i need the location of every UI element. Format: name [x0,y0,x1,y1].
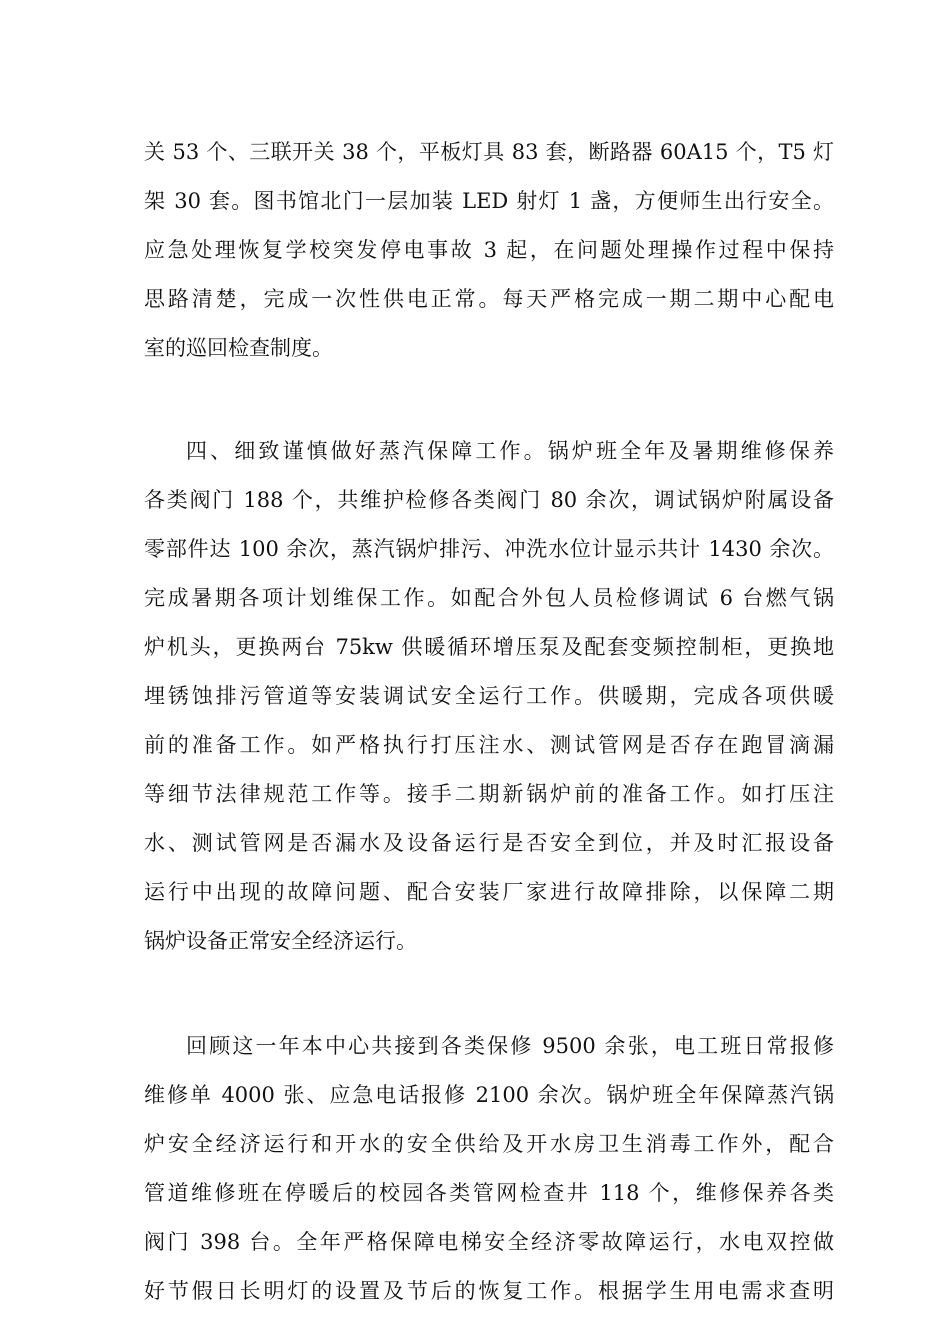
text-line: 维修单 4000 张、应急电话报修 2100 余次。锅炉班全年保障蒸汽锅 [144,1083,834,1107]
text-line: 水、测试管网是否漏水及设备运行是否安全到位，并及时汇报设备 [144,831,834,855]
text-line: 各类阀门 188 个，共维护检修各类阀门 80 余次，调试锅炉附属设备 [144,488,834,512]
text-line: 炉安全经济运行和开水的安全供给及开水房卫生消毒工作外，配合 [144,1132,834,1156]
text-line: 完成暑期各项计划维保工作。如配合外包人员检修调试 6 台燃气锅 [144,586,834,610]
text-line: 前的准备工作。如严格执行打压注水、测试管网是否存在跑冒滴漏 [144,733,834,757]
text-line: 室的巡回检查制度。 [144,336,333,360]
text-line: 思路清楚，完成一次性供电正常。每天严格完成一期二期中心配电 [144,287,834,311]
text-line: 锅炉设备正常安全经济运行。 [144,929,417,953]
text-line: 应急处理恢复学校突发停电事故 3 起，在问题处理操作过程中保持 [144,238,834,262]
text-line: 关 53 个、三联开关 38 个，平板灯具 83 套，断路器 60A15 个，T5 灯 [144,140,834,164]
text-line: 好节假日长明灯的设置及节后的恢复工作。根据学生用电需求查明 [144,1279,834,1303]
text-line: 架 30 套。图书馆北门一层加装 LED 射灯 1 盏，方便师生出行安全。 [144,189,834,213]
text-line: 四、细致谨慎做好蒸汽保障工作。锅炉班全年及暑期维修保养 [186,439,834,463]
text-line: 零部件达 100 余次，蒸汽锅炉排污、冲洗水位计显示共计 1430 余次。 [144,537,834,561]
document-body [144,128,834,1316]
paragraph-electrical-continued [144,128,834,373]
text-line: 管道维修班在停暖后的校园各类管网检查井 118 个，维修保养各类 [144,1181,834,1205]
text-line: 阀门 398 台。全年严格保障电梯安全经济零故障运行，水电双控做 [144,1230,834,1254]
paragraph-annual-review [144,1022,834,1316]
text-line: 回顾这一年本中心共接到各类保修 9500 余张，电工班日常报修 [186,1034,834,1058]
text-line: 埋锈蚀排污管道等安装调试安全运行工作。供暖期，完成各项供暖 [144,684,834,708]
text-line: 运行中出现的故障问题、配合安装厂家进行故障排除，以保障二期 [144,880,834,904]
text-line: 炉机头，更换两台 75kw 供暖循环增压泵及配套变频控制柜，更换地 [144,635,834,659]
text-line: 等细节法律规范工作等。接手二期新锅炉前的准备工作。如打压注 [144,782,834,806]
paragraph-steam-support [144,427,834,966]
